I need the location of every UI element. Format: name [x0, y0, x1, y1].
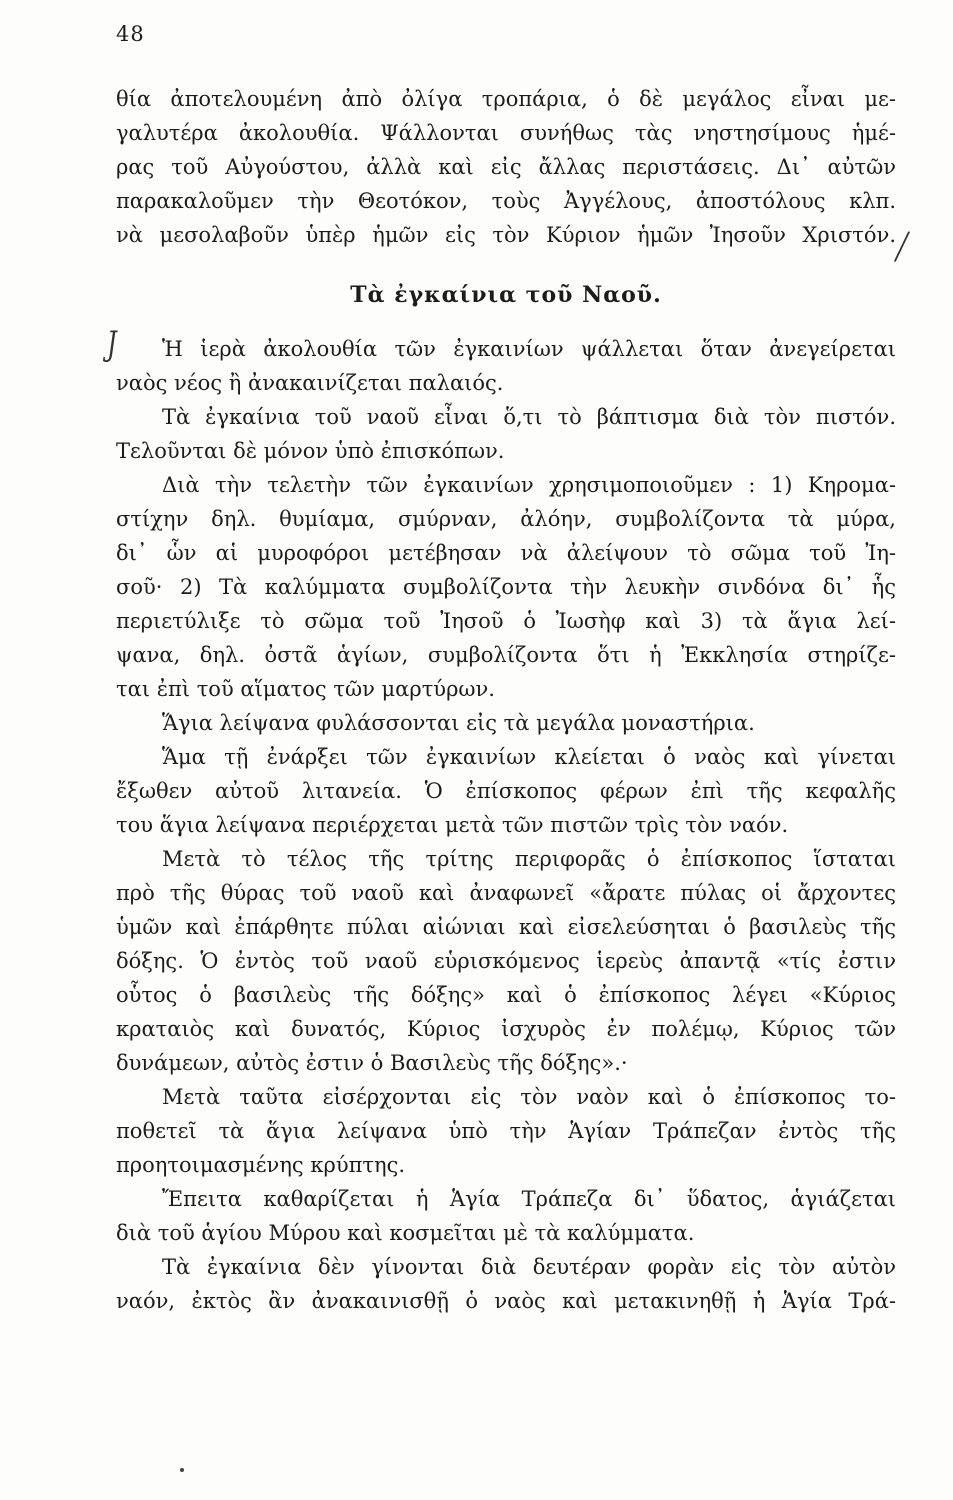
text-line: προητοιμασμένης κρύπτης. — [116, 1153, 406, 1177]
text-line: σοῦ· 2) Τὰ καλύμματα συμβολίζοντα τὴν λευκὴν σινδόνα δι᾽ ἧς — [116, 575, 896, 599]
text-line: Διὰ τὴν τελετὴν τῶν ἐγκαινίων χρησιμοποιοῦμεν : 1) Κηρομα- — [162, 473, 896, 497]
text-line: ἔξωθεν αὐτοῦ λιτανεία. Ὁ ἐπίσκοπος φέρων ἐπὶ τῆς κεφαλῆς — [116, 779, 896, 803]
pencil-mark-left: J — [107, 324, 117, 364]
text-line: περιετύλιξε τὸ σῶμα τοῦ Ἰησοῦ ὁ Ἰωσὴφ καὶ 3) τὰ ἅγια λεί- — [116, 609, 896, 633]
text-line: δόξης. Ὁ ἐντὸς τοῦ ναοῦ εὑρισκόμενος ἱερεὺς ἀπαντᾷ «τίς ἐστιν — [116, 949, 896, 973]
text-line: ψανα, δηλ. ὀστᾶ ἁγίων, συμβολίζοντα ὅτι ἡ Ἐκκλησία στηρίζε- — [116, 643, 896, 667]
text-line: Μετὰ τὸ τέλος τῆς τρίτης περιφορᾶς ὁ ἐπίσκοπος ἵσταται — [162, 847, 896, 871]
text-line: Μετὰ ταῦτα εἰσέρχονται εἰς τὸν ναὸν καὶ ὁ ἐπίσκοπος το- — [162, 1085, 896, 1109]
text-line: δυνάμεων, αὐτὸς ἐστιν ὁ Βασιλεὺς τῆς δόξης».· — [116, 1051, 628, 1075]
text-line: Τὰ ἐγκαίνια δὲν γίνονται διὰ δευτέραν φορὰν εἰς τὸν αὐτὸν — [162, 1255, 896, 1279]
text-line: πρὸ τῆς θύρας τοῦ ναοῦ καὶ ἀναφωνεῖ «ἄρατε πύλας οἱ ἄρχοντες — [116, 881, 896, 905]
text-line: νὰ μεσολαβοῦν ὑπὲρ ἡμῶν εἰς τὸν Κύριον ἡμῶν Ἰησοῦν Χριστόν. — [116, 223, 896, 247]
text-line: Ἅμα τῇ ἐνάρξει τῶν ἐγκαινίων κλείεται ὁ ναὸς καὶ γίνεται — [162, 745, 896, 769]
text-line: ρας τοῦ Αὐγούστου, ἀλλὰ καὶ εἰς ἄλλας περιστάσεις. Δι᾽ αὐτῶν — [116, 155, 896, 179]
section-heading: Τὰ ἐγκαίνια τοῦ Ναοῦ. — [350, 282, 662, 308]
text-line: παρακαλοῦμεν τὴν Θεοτόκον, τοὺς Ἀγγέλους, ἀποστόλους κλπ. — [116, 189, 896, 213]
text-line: Ἔπειτα καθαρίζεται ἡ Ἁγία Τράπεζα δι᾽ ὕδατος, ἁγιάζεται — [162, 1187, 896, 1211]
text-line: θία ἀποτελουμένη ἀπὸ ὀλίγα τροπάρια, ὁ δὲ μεγάλος εἶναι με- — [116, 87, 896, 111]
page-number: 48 — [116, 22, 145, 46]
page-text — [116, 82, 896, 1318]
text-line: Ἅγια λείψανα φυλάσσονται εἰς τὰ μεγάλα μοναστήρια. — [162, 711, 755, 735]
text-line: ναόν, ἐκτὸς ἂν ἀνακαινισθῇ ὁ ναὸς καὶ μετακινηθῇ ἡ Ἁγία Τρά- — [116, 1289, 896, 1313]
text-line: ται ἐπὶ τοῦ αἵματος τῶν μαρτύρων. — [116, 677, 495, 701]
text-line: Ἡ ἱερὰ ἀκολουθία τῶν ἐγκαινίων ψάλλεται ὅταν ἀνεγείρεται — [162, 337, 896, 361]
text-line: κραταιὸς καὶ δυνατός, Κύριος ἰσχυρὸς ἐν πολέμῳ, Κύριος τῶν — [116, 1017, 896, 1041]
pencil-mark-right: / — [894, 223, 910, 269]
text-line: στίχην δηλ. θυμίαμα, σμύρναν, ἀλόην, συμβολίζοντα τὰ μύρα, — [116, 507, 896, 531]
text-line: οὗτος ὁ βασιλεὺς τῆς δόξης» καὶ ὁ ἐπίσκοπος λέγει «Κύριος — [116, 983, 896, 1007]
text-line: ποθετεῖ τὰ ἅγια λείψανα ὑπὸ τὴν Ἁγίαν Τράπεζαν ἐντὸς τῆς — [116, 1119, 896, 1143]
text-line: γαλυτέρα ἀκολουθία. Ψάλλονται συνήθως τὰς νηστησίμους ἡμέ- — [116, 121, 896, 145]
ink-dot — [180, 1468, 184, 1472]
text-line: ναὸς νέος ἢ ἀνακαινίζεται παλαιός. — [116, 371, 504, 395]
text-line: του ἅγια λείψανα περιέρχεται μετὰ τῶν πιστῶν τρὶς τὸν ναόν. — [116, 813, 789, 837]
text-line: Τελοῦνται δὲ μόνον ὑπὸ ἐπισκόπων. — [116, 439, 505, 463]
text-line: διὰ τοῦ ἁγίου Μύρου καὶ κοσμεῖται μὲ τὰ καλύμματα. — [116, 1221, 695, 1245]
text-line: δι᾽ ὧν αἱ μυροφόροι μετέβησαν νὰ ἀλείψουν τὸ σῶμα τοῦ Ἰη- — [116, 541, 896, 565]
text-line: ὑμῶν καὶ ἐπάρθητε πύλαι αἰώνιαι καὶ εἰσελεύσηται ὁ βασιλεὺς τῆς — [116, 915, 896, 939]
text-line: Τὰ ἐγκαίνια τοῦ ναοῦ εἶναι ὅ,τι τὸ βάπτισμα διὰ τὸν πιστόν. — [162, 405, 896, 429]
